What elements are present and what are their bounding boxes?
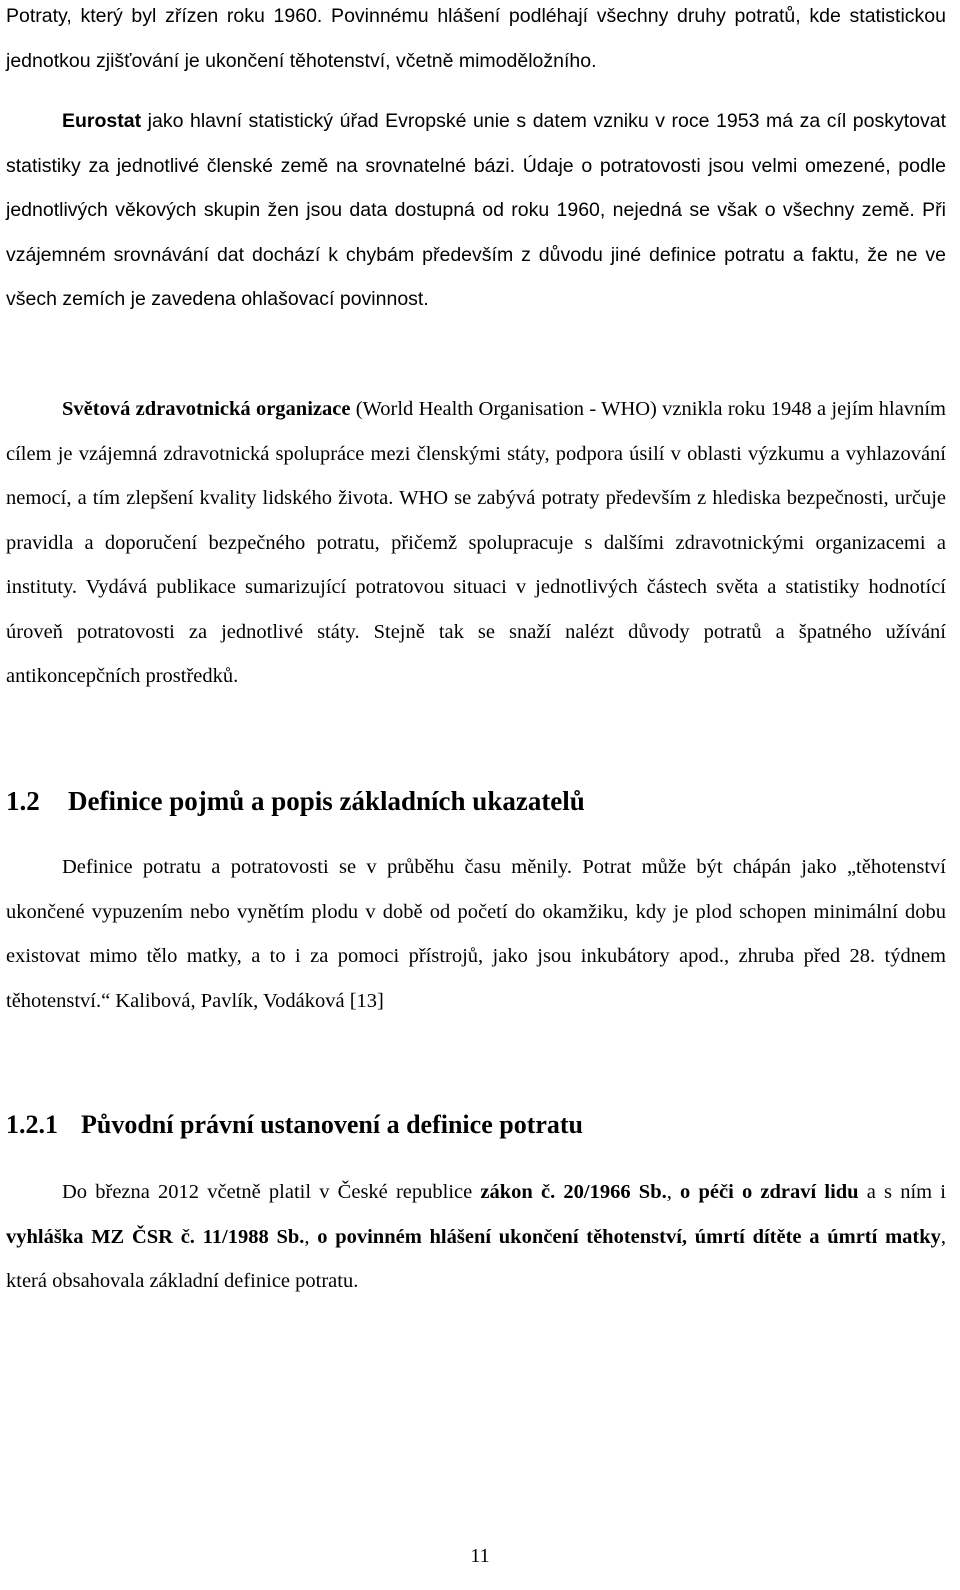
bold-decree-reference: vyhláška MZ ČSR č. 11/1988 Sb. xyxy=(6,1225,305,1248)
bold-term-who: Světová zdravotnická organizace xyxy=(62,398,351,420)
paragraph-who xyxy=(6,387,946,699)
text-run: , xyxy=(304,1225,318,1248)
paragraph-text: jako hlavní statistický úřad Evropské unie s datem vzniku v roce 1953 má za cíl poskytovat statistiky za jednotlivé členské země na srovnatelné bázi. Údaje o potratovosti jsou velmi omezené, podle jednotlivých věkových skupin žen jsou data dostupná od roku 1960, nejedná se však o všechny země. Při vzájemném srovnávání dat dochází k chybám především z důvodu jiné definice potratu a faktu, že ne ve všech zemích je zavedena ohlašovací povinnost. xyxy=(6,110,946,310)
text-run: , xyxy=(666,1181,681,1203)
paragraph-text: (World Health Organisation - WHO) vznikla roku 1948 a jejím hlavním cílem je vzájemná zdravotnická spolupráce mezi členskými státy, podpora úsilí v oblasti výzkumu a vyhlazování nemocí, a tím zlepšení kvality lidského života. WHO se zabývá potraty především z hlediska bezpečnosti, určuje pravidla a doporučení bezpečného potratu, přičemž spolupracuje s dalšími zdravotnickými organizacemi a instituty. Vydává publikace sumarizující potratovou situaci v jednotlivých částech světa a statistiky hodnotící úroveň potratovosti za jednotlivé státy. Stejně tak se snaží nalézt důvody potratů a špatného užívání antikoncepčních prostředků. xyxy=(6,398,946,687)
page-number: 11 xyxy=(470,1545,490,1567)
paragraph-text: Potraty, který byl zřízen roku 1960. Povinnému hlášení podléhají všechny druhy potratů, kde statistickou jednotkou zjišťování je ukončení těhotenství, včetně mimoděložního. xyxy=(6,5,946,72)
section-number: 1.2 xyxy=(6,786,40,816)
paragraph-eurostat xyxy=(6,99,946,322)
section-title: Definice pojmů a popis základních ukazatelů xyxy=(68,786,585,816)
paragraph-definition xyxy=(6,845,946,1023)
section-title: Původní právní ustanovení a definice potratu xyxy=(81,1110,584,1139)
section-heading-1-2 xyxy=(6,786,585,817)
text-run: a s ním i xyxy=(858,1181,946,1203)
paragraph-text: Definice potratu a potratovosti se v průběhu času měnily. Potrat může být chápán jako „těhotenství ukončené vypuzením nebo vynětím plodu v době od početí do okamžiku, kdy je plod schopen minimální dobu existovat mimo tělo matky, a to i za pomoci přístrojů, jako jsou inkubátory apod., zhruba před 28. týdnem těhotenství.“ Kalibová, Pavlík, Vodáková [13] xyxy=(6,856,946,1012)
paragraph-czso-continuation xyxy=(6,0,946,83)
bold-law-reference: zákon č. 20/1966 Sb. xyxy=(480,1181,667,1203)
bold-decree-title: o povinném hlášení ukončení těhotenství, úmrtí dítěte a úmrtí matky xyxy=(317,1225,941,1248)
bold-law-title: o péči o zdraví lidu xyxy=(680,1181,859,1203)
text-run: Do března 2012 včetně platil v České republice xyxy=(62,1181,481,1203)
text-run: , která obsahovala základní definice potratu. xyxy=(6,1225,946,1292)
section-number: 1.2.1 xyxy=(6,1110,58,1139)
bold-term-eurostat: Eurostat xyxy=(62,110,142,132)
section-heading-1-2-1 xyxy=(6,1110,583,1140)
paragraph-legal xyxy=(6,1170,946,1304)
